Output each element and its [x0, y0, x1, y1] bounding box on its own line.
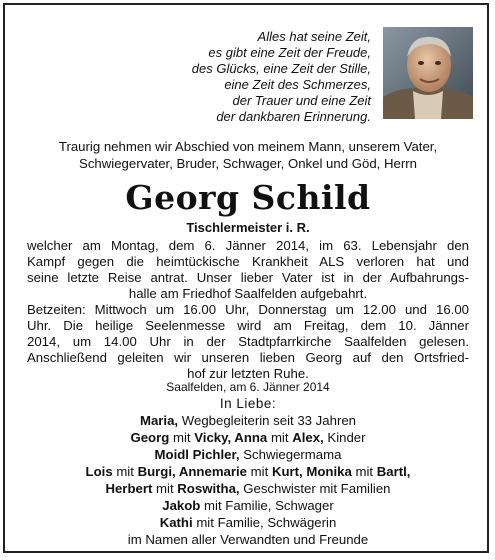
- poem-line: der Trauer und eine Zeit: [232, 93, 371, 108]
- paragraph-line: Betzeiten: Mittwoch um 16.00 Uhr, Donnerstag um 12.00 und 16.00: [27, 302, 469, 317]
- poem-line: eine Zeit des Schmerzes,: [224, 77, 371, 92]
- mourner-line: Georg mit Vicky, Anna mit Alex, Kinder: [130, 430, 366, 445]
- mourners-list: [5, 412, 491, 548]
- paragraph-services: [27, 302, 469, 382]
- paragraph-line: welcher am Montag, dem 6. Jänner 2014, im 63. Lebensjahr den: [27, 238, 469, 253]
- paragraph-line: Kampf gegen die heimtückische Krankheit ALS verloren hat und: [27, 254, 469, 269]
- mourner-line: Lois mit Burgi, Annemarie mit Kurt, Monika mit Bartl,: [85, 464, 411, 479]
- paragraph-line: hof zur letzten Ruhe.: [187, 366, 309, 381]
- intro-text: [5, 138, 491, 172]
- mourner-line: im Namen aller Verwandten und Freunde: [127, 532, 369, 547]
- paragraph-line: Anschließend geleiten wir unseren lieben Georg auf den Ortsfried-: [27, 350, 469, 365]
- mourner-line: Maria, Wegbegleiterin seit 33 Jahren: [139, 413, 357, 428]
- in-liebe-heading: In Liebe:: [219, 396, 277, 411]
- obituary-notice: [3, 3, 489, 553]
- deceased-title: Tischlermeister i. R.: [186, 220, 310, 235]
- portrait-image: [383, 27, 473, 119]
- paragraph-line: halle am Friedhof Saalfelden aufgebahrt.: [128, 286, 368, 301]
- mourner-line: Kathi mit Familie, Schwägerin: [159, 515, 337, 530]
- paragraph-line: seine letzte Reise antrat. Unser lieber Vater ist in der Aufbahrungs-: [27, 270, 469, 285]
- place-date: Saalfelden, am 6. Jänner 2014: [166, 380, 330, 394]
- paragraph-death: [27, 238, 469, 302]
- paragraph-line: Uhr. Die heilige Seelenmesse wird am Freitag, dem 10. Jänner: [27, 318, 469, 333]
- mourner-line: Herbert mit Roswitha, Geschwister mit Familien: [105, 481, 391, 496]
- poem-line: Alles hat seine Zeit,: [257, 29, 371, 44]
- intro-line: Traurig nehmen wir Abschied von meinem Mann, unserem Vater,: [58, 139, 438, 154]
- deceased-name: Georg Schild: [125, 178, 371, 217]
- poem-line: der dankbaren Erinnerung.: [216, 109, 371, 124]
- portrait-photo: [383, 27, 473, 119]
- paragraph-line: 2014, um 14.00 Uhr in der Stadtpfarrkirche Saalfelden gelesen.: [27, 334, 469, 349]
- poem-line: des Glücks, eine Zeit der Stille,: [191, 61, 371, 76]
- poem: [75, 29, 371, 125]
- poem-line: es gibt eine Zeit der Freude,: [208, 45, 371, 60]
- intro-line: Schwiegervater, Bruder, Schwager, Onkel und Göd, Herrn: [79, 156, 417, 171]
- mourner-line: Moidl Pichler, Schwiegermama: [154, 447, 342, 462]
- mourner-line: Jakob mit Familie, Schwager: [162, 498, 334, 513]
